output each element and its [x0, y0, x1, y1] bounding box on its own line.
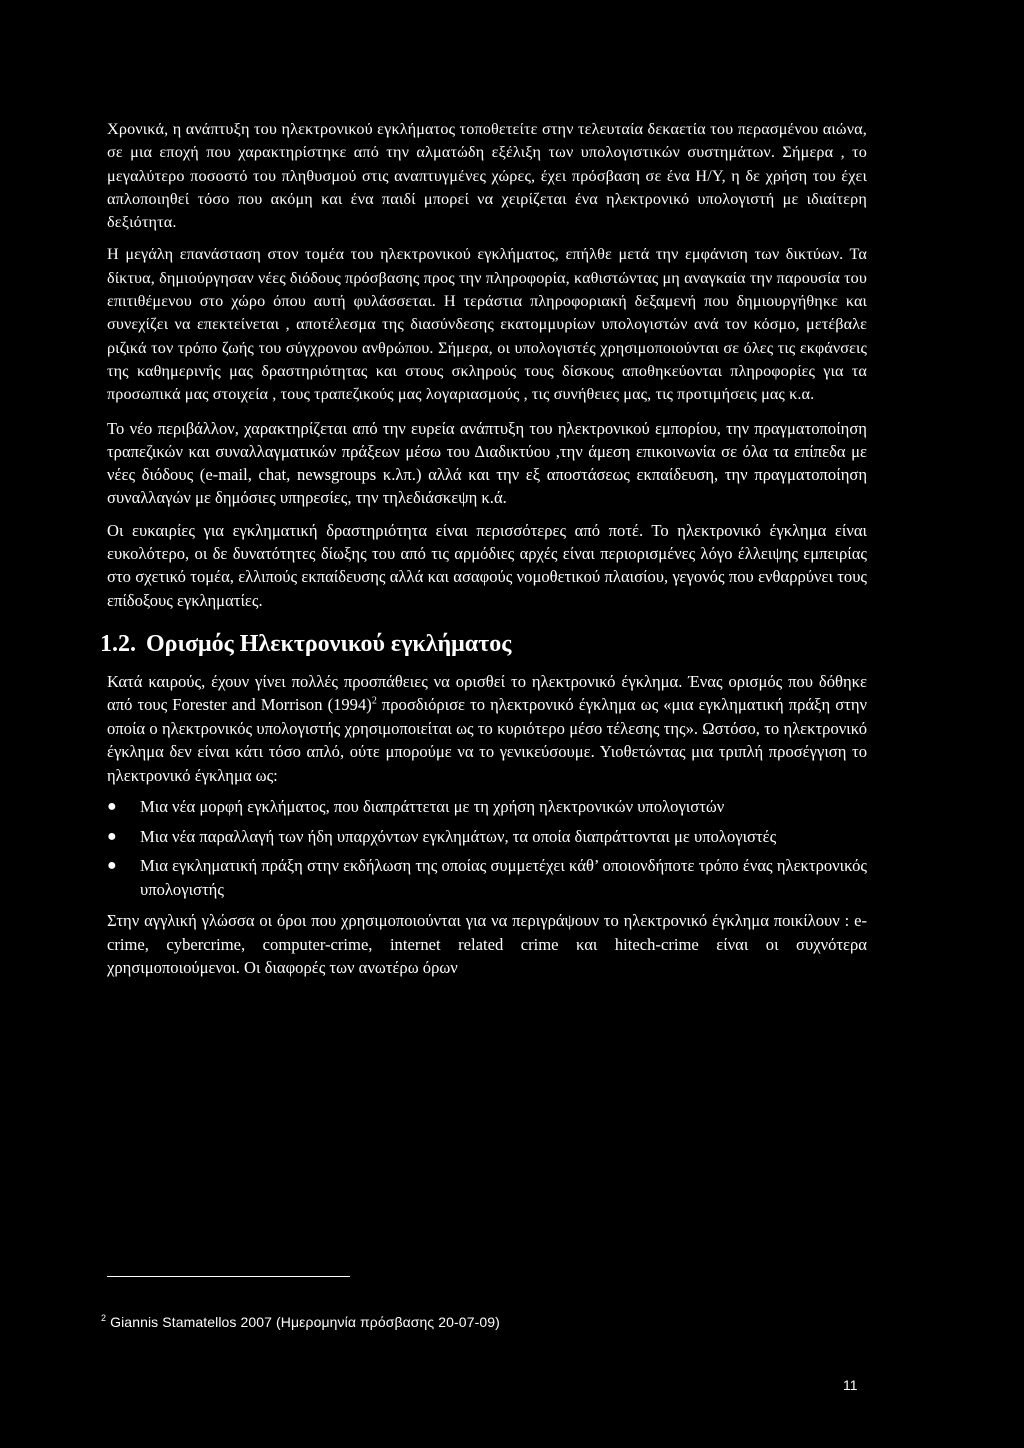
paragraph-opportunities: Οι ευκαιρίες για εγκληματική δραστηριότητα είναι περισσότερες από ποτέ. Το ηλεκτρονικό έγκλημα είναι ευκολότερο, οι δε δυνατότητες δίωξης του από τις αρμόδιες αρχές είναι περιορισμένες λόγο έλλειψης εμπειρίας στο σχετικό τομέα, ελλιπούς εκπαίδευσης αλλά και ασαφούς νομοθετικού πλαισίου, γεγονός που ενθαρρύνει τους επίδοξους εγκληματίες. — [107, 520, 867, 610]
footnote — [101, 1314, 500, 1330]
footnote-divider — [107, 1276, 350, 1277]
paragraph-networks: Η μεγάλη επανάσταση στον τομέα του ηλεκτρονικού εγκλήματος, επήλθε μετά την εμφάνιση των δικτύων. Τα δίκτυα, δημιούργησαν νέες διόδους πρόσβασης προς την πληροφορία, καθιστώντας μη αναγκαία την παρουσία του επιτιθέμενου στο χώρο όπου αυτή φυλάσσεται. Η τεράστια πληροφοριακή δεξαμενή που δημιουργήθηκε και συνεχίζει να επεκτείνεται , αποτέλεσμα της διασύνδεσης εκατομμυρίων υπολογιστών ανά τον κόσμο, μετέβαλε ριζικά τον τρόπο ζωής του σύγχρονου ανθρώπου. Σήμερα, οι υπολογιστές χρησιμοποιούνται σε όλες τις εκφάνσεις της καθημερινής μας δραστηριότητας και στους σκληρούς τους δίσκους αποθηκεύονται πληροφορίες για τα προσωπικά μας στοιχεία , τους τραπεζικούς μας λογαριασμούς , τις συνήθειες μας, τις προτιμήσεις μας κ.α. — [107, 245, 867, 404]
list-item-text: Μια νέα παραλλαγή των ήδη υπαρχόντων εγκλημάτων, τα οποία διαπράττονται με υπολογιστές — [140, 826, 777, 846]
bullet-icon: ● — [107, 827, 117, 845]
section-title: Ορισμός Ηλεκτρονικού εγκλήματος — [146, 630, 512, 657]
bullet-icon: ● — [107, 798, 117, 816]
paragraph-intro: Χρονικά, η ανάπτυξη του ηλεκτρονικού εγκλήματος τοποθετείτε στην τελευταία δεκαετία του περασμένου αιώνα, σε μια εποχή που χαρακτηρίστηκε από την αλματώδη εξέλιξη των υπολογιστικών συστημάτων. Σήμερα , το μεγαλύτερο ποσοστό του πληθυσμού στις αναπτυγμένες χώρες, έχει πρόσβαση σε ένα Η/Υ, η δε χρήση του έχει απλοποιηθεί τόσο που ακόμη και ένα παιδί μπορεί να χειρίζεται ένα ηλεκτρονικό υπολογιστή με ιδιαίτερη δεξιότητα. — [107, 120, 867, 232]
footnote-mark: 2 — [101, 1313, 107, 1324]
list-item — [107, 854, 867, 901]
footnote-text: Giannis Stamatellos 2007 (Ημερομηνία πρόσβασης 20-07-09) — [110, 1314, 500, 1330]
definition-list — [107, 795, 867, 901]
list-item — [107, 795, 867, 819]
list-item-text: Μια νέα μορφή εγκλήματος, που διαπράττεται με τη χρήση ηλεκτρονικών υπολογιστών — [140, 797, 725, 817]
paragraph-english-terms: Στην αγγλική γλώσσα οι όροι που χρησιμοποιούνται για να περιγράψουν το ηλεκτρονικό έγκλημα ποικίλουν : e-crime, cybercrime, computer-crime, internet related crime και hitech-crime είναι οι συχνότερα χρησιμοποιούμενοι. Οι διαφορές των ανωτέρω όρων — [107, 911, 867, 978]
page-number: 11 — [843, 1377, 858, 1393]
definition-text-before: Κατά καιρούς, έχουν γίνει πολλές προσπάθειες να ορισθεί το ηλεκτρονικό έγκλημα. Ένας ορισμός που δόθηκε από τους Forester and Morrison (1994) — [107, 671, 867, 715]
bullet-icon: ● — [107, 857, 117, 875]
paragraph-definition — [107, 670, 867, 788]
footnote-reference: 2 — [371, 695, 377, 707]
list-item — [107, 825, 867, 849]
section-heading — [100, 624, 867, 664]
definition-text-after: προσδιόρισε το ηλεκτρονικό έγκλημα ως «μια εγκληματική πράξη στην οποία ο ηλεκτρονικός υπολογιστής χρησιμοποιείται ως το κυριότερο μέσο τέλεσης της». Ωστόσο, το ηλεκτρονικό έγκλημα δεν είναι κάτι τόσο απλό, ούτε μπορούμε να το γενικεύσουμε. Υιοθετώντας μια τριπλή προσέγγιση το ηλεκτρονικό έγκλημα ως: — [107, 695, 867, 785]
paragraph-new-environment: Το νέο περιβάλλον, χαρακτηρίζεται από την ευρεία ανάπτυξη του ηλεκτρονικού εμπορίου, την πραγματοποίηση τραπεζικών και συναλλαγματικών πράξεων μέσω του Διαδικτύου ,την άμεση επικοινωνία σε όλα τα επίπεδα με νέες διόδους (e-mail, chat, newsgroups κ.λπ.) αλλά και την εξ αποστάσεως εκπαίδευση, την πραγματοποίηση συναλλαγών με δημόσιες υπηρεσίες, την τηλεδιάσκεψη κ.ά. — [107, 418, 867, 508]
section-number: 1.2. — [100, 630, 136, 657]
page-body — [100, 118, 867, 980]
list-item-text: Μια εγκληματική πράξη στην εκδήλωση της οποίας συμμετέχει κάθ’ οποιονδήποτε τρόπο ένας ηλεκτρονικός υπολογιστής — [140, 856, 867, 899]
